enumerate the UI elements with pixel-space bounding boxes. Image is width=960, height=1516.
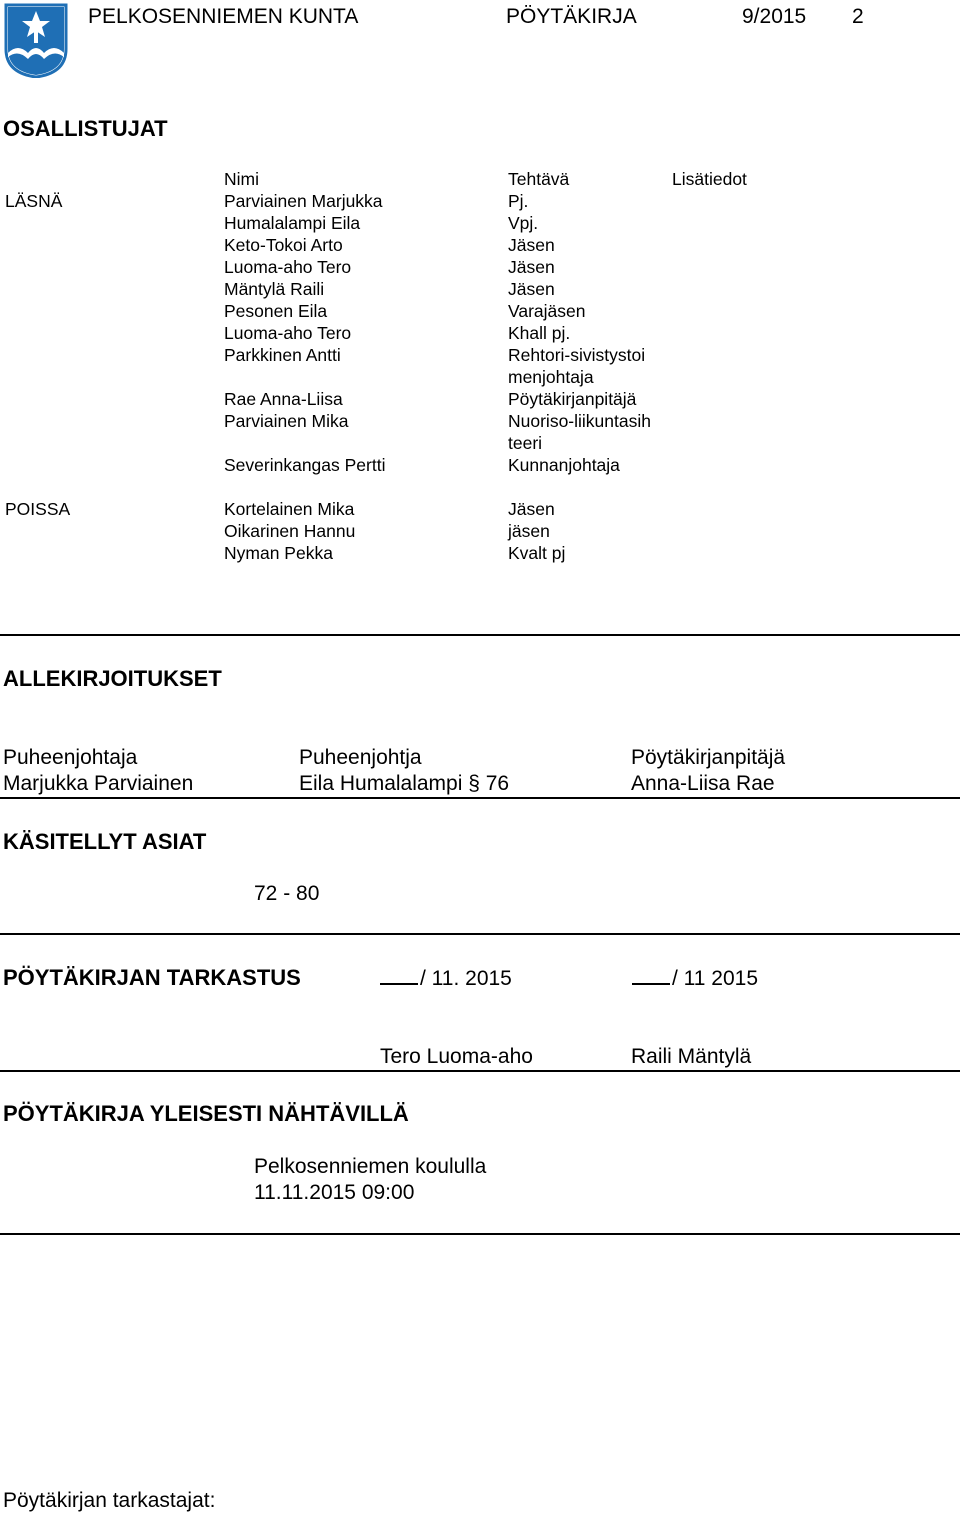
participant-role: jäsen bbox=[508, 521, 550, 541]
participant-role: Kunnanjohtaja bbox=[508, 455, 620, 475]
review-date-2-text: / 11 2015 bbox=[672, 967, 759, 990]
participant-role: Pöytäkirjanpitäjä bbox=[508, 389, 637, 409]
reviewers-label: Pöytäkirjan tarkastajat: bbox=[3, 1489, 216, 1512]
section-divider bbox=[0, 933, 960, 935]
municipality-crest-logo bbox=[4, 3, 68, 78]
header-doc-number: 9/2015 bbox=[742, 5, 807, 28]
public-display-datetime: 11.11.2015 09:00 bbox=[254, 1181, 415, 1204]
review-heading: PÖYTÄKIRJAN TARKASTUS bbox=[3, 965, 301, 990]
header-municipality: PELKOSENNIEMEN KUNTA bbox=[88, 5, 359, 28]
participant-role: Nuoriso-liikuntasih bbox=[508, 411, 651, 431]
participant-name: Parviainen Marjukka bbox=[224, 191, 383, 211]
section-divider bbox=[0, 797, 960, 799]
participant-name: Severinkangas Pertti bbox=[224, 455, 386, 475]
header-doc-type: PÖYTÄKIRJA bbox=[506, 5, 637, 28]
date-blank-line bbox=[632, 965, 670, 985]
present-label: LÄSNÄ bbox=[5, 191, 63, 211]
review-date-1 bbox=[380, 965, 512, 991]
participants-heading: OSALLISTUJAT bbox=[3, 116, 168, 141]
absent-label: POISSA bbox=[5, 499, 71, 519]
participant-role: Varajäsen bbox=[508, 301, 586, 321]
participant-name: Luoma-aho Tero bbox=[224, 323, 352, 343]
participant-role: Rehtori-sivistystoi bbox=[508, 345, 646, 365]
section-divider bbox=[0, 1070, 960, 1072]
header-page-number: 2 bbox=[852, 5, 864, 28]
signature-title-secretary: Pöytäkirjanpitäjä bbox=[631, 746, 786, 769]
participant-role: Jäsen bbox=[508, 257, 555, 277]
participant-name: Nyman Pekka bbox=[224, 543, 333, 563]
items-range: 72 - 80 bbox=[254, 882, 320, 905]
date-blank-line bbox=[380, 965, 418, 985]
participant-role: Vpj. bbox=[508, 213, 539, 233]
participant-name: Mäntylä Raili bbox=[224, 279, 325, 299]
participant-role: Jäsen bbox=[508, 279, 555, 299]
participant-role-continued: menjohtaja bbox=[508, 367, 594, 387]
public-display-place: Pelkosenniemen koululla bbox=[254, 1155, 487, 1178]
participant-name: Rae Anna-Liisa bbox=[224, 389, 343, 409]
signature-name-chair: Marjukka Parviainen bbox=[3, 772, 194, 795]
participant-name: Kortelainen Mika bbox=[224, 499, 355, 519]
signature-title-chair-2: Puheenjohtja bbox=[299, 746, 422, 769]
participant-name: Oikarinen Hannu bbox=[224, 521, 356, 541]
participant-role: Kvalt pj bbox=[508, 543, 566, 563]
signature-name-secretary: Anna-Liisa Rae bbox=[631, 772, 775, 795]
review-date-2 bbox=[632, 965, 758, 991]
reviewer-2-name: Raili Mäntylä bbox=[631, 1045, 752, 1068]
column-header-role: Tehtävä bbox=[508, 169, 570, 189]
column-header-name: Nimi bbox=[224, 169, 259, 189]
signatures-heading: ALLEKIRJOITUKSET bbox=[3, 666, 222, 691]
participant-name: Humalalampi Eila bbox=[224, 213, 361, 233]
column-header-info: Lisätiedot bbox=[672, 169, 747, 189]
reviewer-1-name: Tero Luoma-aho bbox=[380, 1045, 533, 1068]
participant-name: Parkkinen Antti bbox=[224, 345, 341, 365]
participant-name: Luoma-aho Tero bbox=[224, 257, 352, 277]
items-heading: KÄSITELLYT ASIAT bbox=[3, 829, 207, 854]
public-display-heading: PÖYTÄKIRJA YLEISESTI NÄHTÄVILLÄ bbox=[3, 1101, 409, 1126]
participant-role: Khall pj. bbox=[508, 323, 571, 343]
participant-role-continued: teeri bbox=[508, 433, 543, 453]
participant-name: Keto-Tokoi Arto bbox=[224, 235, 343, 255]
review-date-1-text: / 11. 2015 bbox=[420, 967, 512, 990]
section-divider bbox=[0, 634, 960, 636]
section-divider bbox=[0, 1233, 960, 1235]
participant-name: Parviainen Mika bbox=[224, 411, 349, 431]
participant-role: Jäsen bbox=[508, 235, 555, 255]
participant-role: Jäsen bbox=[508, 499, 555, 519]
participant-name: Pesonen Eila bbox=[224, 301, 328, 321]
participant-role: Pj. bbox=[508, 191, 529, 211]
signature-title-chair: Puheenjohtaja bbox=[3, 746, 138, 769]
signature-name-chair-2: Eila Humalalampi § 76 bbox=[299, 772, 510, 795]
